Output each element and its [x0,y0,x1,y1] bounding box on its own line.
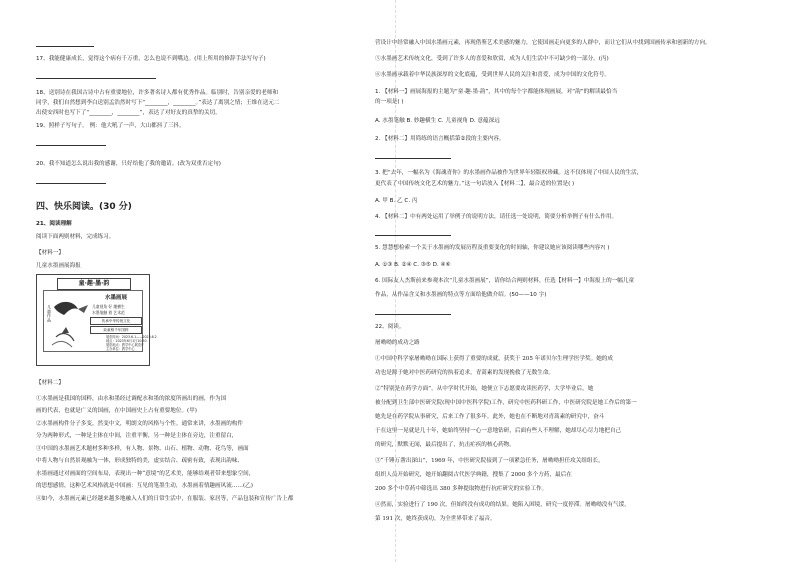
subquestion-6: 6. 国际友人杰斯前来参观本次“儿童水墨画展”，请你结合两则材料，任选【材料一】中海报上的一幅儿童 [375,278,635,284]
material-1-subtitle: 儿童水墨画展海报 [36,263,81,269]
paragraph-line: 水墨画通过对画面的空间布局，表现出一种“意境”的艺术美，能够给观者带来想象空间， [36,471,255,477]
subquestion-5: 5. 慧慧想检索一个关于水墨画的发展历程及重要变化的时间轴，你建议她应该阅读哪些内容?( ) [375,245,610,251]
poster-footer-line: 展览时间：2023.6.1——2023.6.2 [106,335,157,339]
poster-frame [43,290,157,352]
subquestion-2: 2. 【材料二】用简练的语言概括第②段的主要内容。 [375,136,505,142]
paragraph-line: ②水墨画构件分子多变，然变中文，明朗文的风格与个性。通常来讲，水墨画的构件 [36,421,243,427]
ink-painting-image [48,293,94,351]
answer-line [375,235,451,236]
subquestion-1: 1. 【材料一】画展海报的主题为“童·趣·墨·韵”，其中的每个字都能体现画展，对“韵”的解读最恰当 [375,89,618,95]
article-title: 屠呦呦的成功之路 [375,340,420,346]
answer-line [375,314,451,315]
paragraph-line: ⑤水墨画艺术传统文化，受到了许多人的喜爱和欣赏，成为人们生活中不可缺少的一部分。(丙) [375,56,609,62]
paragraph-line: ③中国的水墨画艺术题材多种多样，有人物、景物、山石、植物、动物、花鸟等，画面 [36,446,249,452]
question-18-line-3: 出使安西时也写下了“________，________”，表达了对好友的真挚的关切。 [36,110,221,116]
paragraph-line: 中将人物与自然景观融为一体，形成独特的美，虚实结合、疏密有致，表现出韵味、 [36,458,243,464]
paragraph-line: 分为两种形式，一种是主体在中间，注重平衡，另一种是主体在旁边，注重留白， [36,433,238,439]
paragraph-line: ④然而，实验进行了 190 次，但始终没有成功的结果。她陷入困境，研究一度停滞。屠呦呦没有气馁， [375,502,630,508]
subquestion-3: 3. 把“去年，一幅名为《海魂青你》的水墨画作品被作为世界年轻版权珍藏。这不仅体现了中国人民的生活， [375,170,643,176]
paragraph-line: ⑥水墨画承载着中华民族深厚的文化底蕴，受到世界人民的关注和喜爱，成为中国的文化符号。 [375,72,610,78]
poster-title: 童·趣·墨·韵 [57,278,131,290]
answer-line [36,183,106,184]
question-17: 17、我能健康成长，觉得这个病有千万重，怎么也说不到嘴边。(用上所用的修辞手法写句子) [36,56,266,62]
paragraph-line: ②“特别是在药学方面”，从中学时代开始，她便立下志愿要攻读医药学，大学毕业后，她 [375,386,594,392]
question-21-heading: 21、阅读理解 [36,221,72,227]
subquestion-4: 4. 【材料二】中有两处运用了举例子的说明方法，请任选一处说明，简要分析举例子有什么作用。 [375,214,618,220]
poster-line: 儿童视角 好 趣横生 [92,304,125,309]
poster-footer-line: 主办单位：教学中心 [106,347,135,351]
paragraph-line: 的研究，默默无闻，最后提出了，抗击疟疾的核心药物。 [375,442,515,448]
paragraph-line: 被分配到卫生部中医研究院(现中国中医科学院)工作，研究中医药科研工作，中医研究院是她工作后的第一 [375,400,637,406]
paragraph-line: 画的代表，也就是广义的国画，在中国画史上占有重要地位。(甲) [36,408,197,414]
paragraph-line: 第 191 次，她终获成功，为全世界带来了福音。 [375,516,496,522]
poster-line: 水墨笔触 着 艺术范 [92,310,125,315]
question-19: 19、照样子写句子。 例：他大吼了一声，大山都抖了三抖。 [36,123,185,129]
question-18-line-1: 18、送别诗在我国古诗中占有重要地位，许多著名诗人都有优秀作品。临别时，告别亲爱的老师和 [36,90,279,96]
paragraph-line: 200 多个中草药中筛选出 380 多种提取物进行抗疟研究的实验工作。 [375,486,548,492]
poster-footer-line: 地点：2023年6月1日10:30 [106,339,147,343]
section-title: 四、快乐阅读。(30 分) [36,202,132,212]
subquestion-5-options: A. ①③ B. ②④ C. ③⑤ D. ④⑥ [375,262,451,268]
paragraph-line: ①中国中科学家屠呦呦在国际上获得了重要的成就，获奖于 205 年诺贝尔生理学医学奖。她的成 [375,356,613,362]
subquestion-3-options: A. 甲 B. 乙 C. 丙 [375,198,418,204]
question-21-instruction: 阅读下面两则材料，完成练习。 [36,234,115,240]
subquestion-6-cont: 作品，从作品含义和水墨画的特点等方面给他做介绍。(50——10 字) [375,292,547,298]
question-22-heading: 22、阅读。 [375,324,405,330]
answer-line [375,158,451,159]
paragraph-line: 营设计中经常融入中国水墨画元素，再现借鉴艺术美感的魅力，它使国画走向更多的人群中，而让它们从中找到国画传承和创新的方向。 [375,40,711,46]
subquestion-1-cont: 的一项是( ) [375,99,404,105]
paragraph-line: 的思想感情，这种艺术风格就是中国画：互见的笔墨生动，水墨画着情趣画风流……(乙) [36,483,253,489]
poster-boxed-line: 传承中华传统文化 [90,317,142,325]
material-1-label: 【材料一】 [36,250,64,256]
answer-line [36,78,156,79]
paragraph-line: 于在这里一晃就是几十年，她始终坚持一心一意地钻研，后面有些人不理解，她却尽心尽力地把自己 [375,428,622,434]
answer-line [36,145,106,146]
material-2-label: 【材料二】 [36,380,64,386]
poster-banner: 水墨画展 [104,295,127,301]
exhibition-poster [36,274,157,366]
poster-side-text: 儿童作品 [47,305,52,322]
question-18-line-2: 同学，我们自然想到李白送别孟浩然时写下“________，________。”表达了离别之情；王维在送元二 [36,100,280,106]
poster-footer-line: 展览地点：教学中心展览厅 [106,343,145,347]
paragraph-line: 组织人员开始研究，她开始翻阅古代医学典籍，搜集了 2000 多个方药，最后在 [375,472,572,478]
subquestion-3-cont: 更代表了中国传统文化艺术的魅力。”这一句话放入【材料二】，最合适的位置是( ) [375,181,575,187]
question-20: 20、我不知道怎么说出我的感谢，只好给他了我的邀请。(改为双重否定句) [36,161,221,167]
paragraph-line: ③“千锤万凿出深山”，1969 年，中医研究院接到了一项紧急任务，屠呦呦担任攻关组组长， [375,458,604,464]
poster-boxed-line: 致童稚千年国粹 [90,326,142,334]
subquestion-1-options: A. 水墨笔触 B. 妙趣横生 C. 儿童视角 D. 意蕴深远 [375,118,500,124]
answer-line [36,46,94,47]
paragraph-line: ④如今，水墨画元素已经越来越多地融入人们的日常生活中，在服装、家居等，产品包装和宣传广告上都 [36,496,294,502]
paragraph-line: 功也是源于她对中医药研究的执着追求，青蒿素的发现挽救了无数生命。 [375,370,555,376]
paragraph-line: ①水墨画是我国的国粹，由水和墨经过调配水和墨的浓度所画出的画，作为国 [36,396,227,402]
paragraph-line: 她先是在药学院从事研究，后来工作了很多年。此外，她也在不断地对青蒿素的研究中，奋斗 [375,414,605,420]
